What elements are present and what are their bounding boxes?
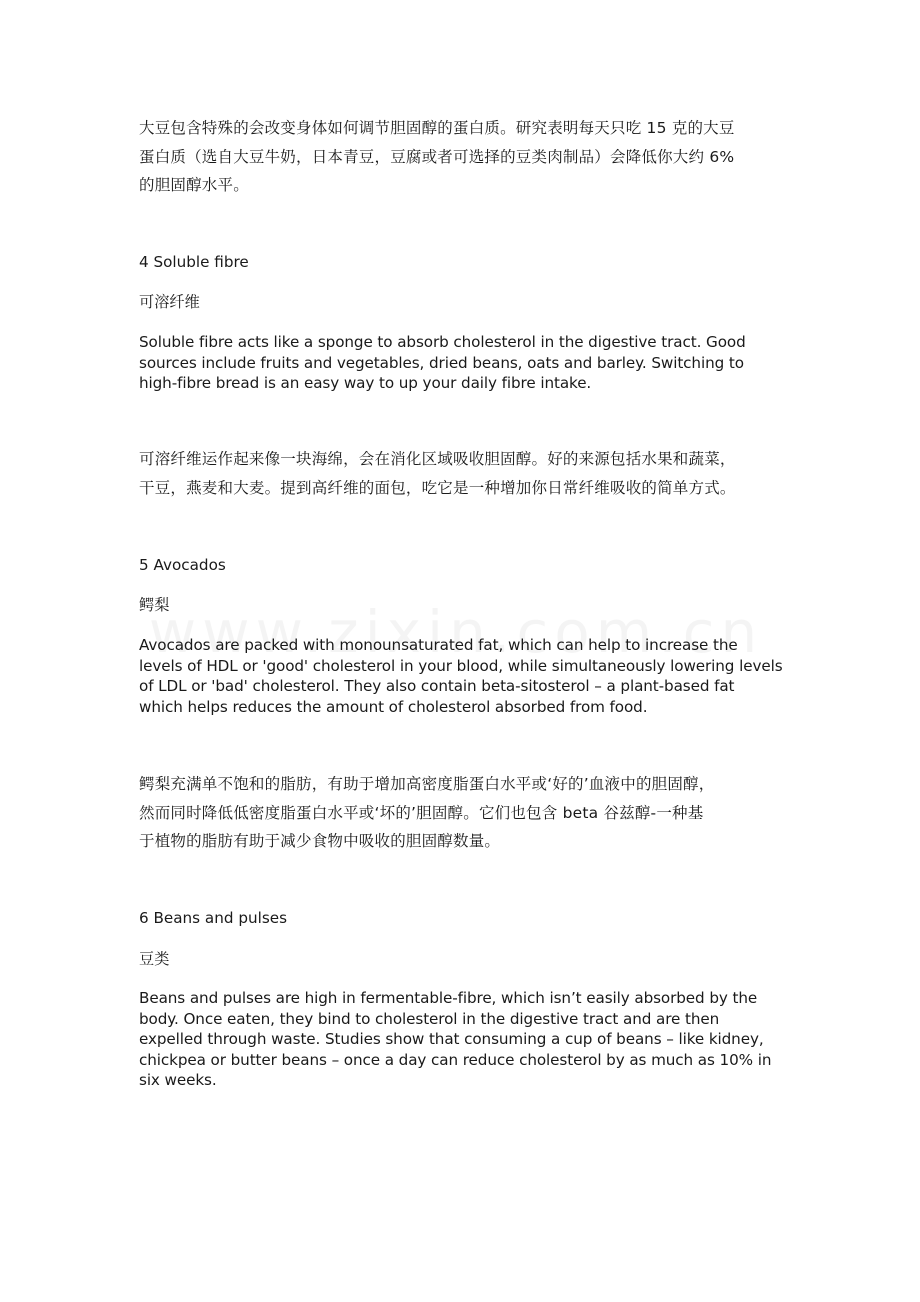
section-heading-soluble-fibre: 4 Soluble fibre bbox=[139, 253, 249, 271]
fibre-paragraph-zh bbox=[139, 445, 736, 502]
text-line: high-fibre bread is an easy way to up your daily fibre intake. bbox=[139, 374, 592, 393]
text-line: 干豆，燕麦和大麦。提到高纤维的面包，吃它是一种增加你日常纤维吸收的简单方式。 bbox=[139, 478, 736, 497]
text-line: body. Once eaten, they bind to cholesterol in the digestive tract and are then bbox=[139, 1009, 720, 1028]
text-line: six weeks. bbox=[139, 1071, 217, 1090]
soy-paragraph-zh bbox=[139, 114, 735, 200]
text-line: Beans and pulses are high in fermentable-fibre, which isn’t easily absorbed by the bbox=[139, 989, 758, 1007]
text-line: 鳄梨充满单不饱和的脂肪，有助于增加高密度脂蛋白水平或‘好的’血液中的胆固醇， bbox=[139, 775, 715, 793]
section-title-zh-avocados: 鳄梨 bbox=[139, 596, 170, 614]
section-title-zh-beans: 豆类 bbox=[139, 950, 170, 968]
beans-paragraph-en bbox=[139, 988, 771, 1091]
text-line: chickpea or butter beans – once a day can reduce cholesterol by as much as 10% in bbox=[139, 1050, 772, 1069]
fibre-paragraph-en bbox=[139, 332, 746, 394]
section-heading-beans: 6 Beans and pulses bbox=[139, 909, 287, 927]
text-line: 然而同时降低低密度脂蛋白水平或‘坏的’胆固醇。它们也包含 beta 谷兹醇-一种基 bbox=[139, 803, 704, 822]
text-line: 蛋白质（选自大豆牛奶，日本青豆，豆腐或者可选择的豆类肉制品）会降低你大约 6% bbox=[139, 147, 735, 166]
text-line: 的胆固醇水平。 bbox=[139, 176, 249, 194]
avocados-paragraph-en bbox=[139, 635, 783, 717]
text-line: expelled through waste. Studies show that consuming a cup of beans – like kidney, bbox=[139, 1030, 764, 1049]
text-line: 于植物的脂肪有助于减少食物中吸收的胆固醇数量。 bbox=[139, 832, 501, 850]
text-line: which helps reduces the amount of cholesterol absorbed from food. bbox=[139, 697, 648, 716]
text-line: 大豆包含特殊的会改变身体如何调节胆固醇的蛋白质。研究表明每天只吃 15 克的大豆 bbox=[139, 119, 735, 137]
text-line: Avocados are packed with monounsaturated fat, which can help to increase the bbox=[139, 636, 738, 654]
avocados-paragraph-zh bbox=[139, 770, 714, 856]
text-line: 可溶纤维运作起来像一块海绵，会在消化区域吸收胆固醇。好的来源包括水果和蔬菜， bbox=[139, 450, 736, 468]
text-line: sources include fruits and vegetables, dried beans, oats and barley. Switching to bbox=[139, 353, 744, 372]
section-heading-avocados: 5 Avocados bbox=[139, 556, 226, 574]
text-line: of LDL or 'bad' cholesterol. They also contain beta-sitosterol – a plant-based fat bbox=[139, 677, 735, 696]
section-title-zh-soluble-fibre: 可溶纤维 bbox=[139, 293, 200, 311]
text-line: Soluble fibre acts like a sponge to absorb cholesterol in the digestive tract. Good bbox=[139, 333, 746, 351]
text-line: levels of HDL or 'good' cholesterol in your blood, while simultaneously lowering levels bbox=[139, 656, 783, 675]
